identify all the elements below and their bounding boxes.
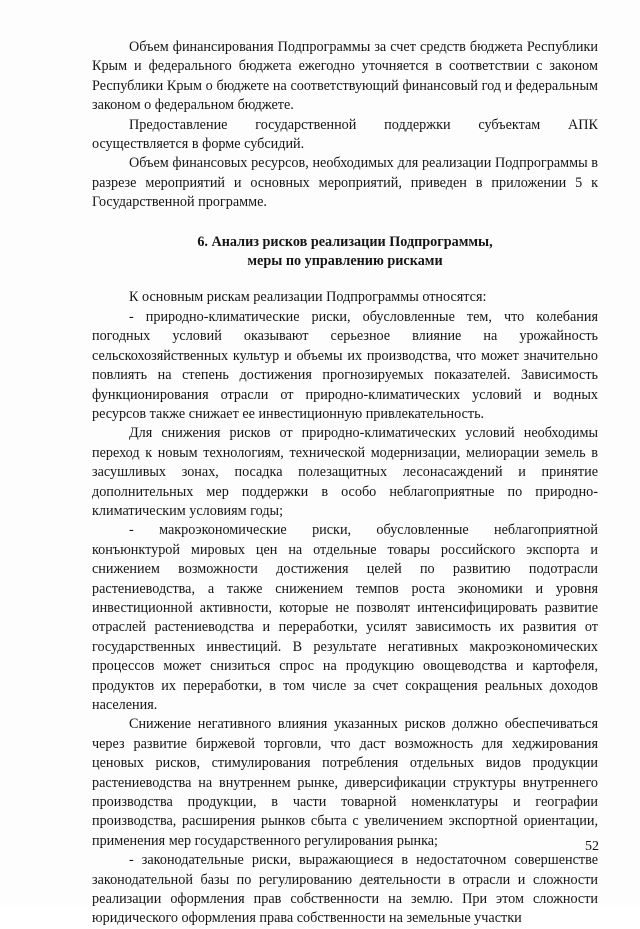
section-heading-line-2: меры по управлению рисками bbox=[247, 253, 443, 270]
document-body bbox=[92, 38, 598, 929]
paragraph-financial-resources: Объем финансовых ресурсов, необходимых для реализации Подпрограммы в разрезе мероприятий и основных мероприятий, приведен в приложении 5 к Государственной программе. bbox=[92, 155, 598, 211]
paragraph-state-support: Предоставление государственной поддержки субъектам АПК осуществляется в форме субсидий. bbox=[92, 116, 598, 153]
section-heading-line-1: 6. Анализ рисков реализации Подпрограммы, bbox=[197, 233, 493, 250]
paragraph-macroeconomic-mitigation: Снижение негативного влияния указанных рисков должно обеспечиваться через развитие биржевой торговли, что даст возможность для хеджирования ценовых рисков, стимулирования потребления отдельных видов продукции растениеводства на внутреннем рынке, диверсификации структуры внутреннего производства продукции, в части товарной номенклатуры и географии производства, расширения рынков сбыта с увеличением экспортной ориентации, применения мер государственного регулирования рынка; bbox=[92, 716, 598, 849]
paragraph-risks-intro: К основным рискам реализации Подпрограммы относятся: bbox=[129, 289, 487, 306]
paragraph-legislative-risks: - законодательные риски, выражающиеся в недостаточном совершенстве законодательной базы по регулированию деятельности в отрасли и сложности реализации оформления прав собственности на землю. При этом сложности юридического оформления права собственности на земельные участки bbox=[92, 852, 598, 927]
section-heading bbox=[92, 233, 598, 272]
paragraph-macroeconomic-risks: - макроэкономические риски, обусловленные неблагоприятной конъюнктурой мировых цен на отдельные товары российского экспорта и снижением возможности достижения целей по развитию подотрасли растениеводства, а также снижением темпов роста экономики и уровня инвестиционной активности, которые не позволят интенсифицировать развитие отраслей растениеводства и переработки, усилят зависимость их развития от государственных инвестиций. В результате негативных макроэкономических процессов может снизиться спрос на продукцию овощеводства и картофеля, продуктов их переработки, в том числе за счет сокращения реальных доходов населения. bbox=[92, 522, 598, 713]
paragraph-climate-risks: - природно-климатические риски, обусловленные тем, что колебания погодных условий оказывают серьезное влияние на урожайность сельскохозяйственных культур и объемы их производства, что может значительно повлиять на степень достижения прогнозируемых показателей. Зависимость функционирования отрасли от природно-климатических условий и водных ресурсов также снижает ее инвестиционную привлекательность. bbox=[92, 308, 598, 422]
page-number: 52 bbox=[585, 839, 599, 854]
paragraph-funding-volume: Объем финансирования Подпрограммы за счет средств бюджета Республики Крым и федерального бюджета ежегодно уточняется в соответствии с законом Республики Крым о бюджете на соответствующий финансовый год и федеральным законом о федеральном бюджете. bbox=[92, 39, 598, 114]
paragraph-climate-mitigation: Для снижения рисков от природно-климатических условий необходимы переход к новым технологиям, технической модернизации, мелиорации земель в засушливых зонах, посадка полезащитных лесонасаждений и принятие дополнительных мер поддержки в особо неблагоприятные по природно-климатическим условиям годы; bbox=[92, 425, 598, 519]
